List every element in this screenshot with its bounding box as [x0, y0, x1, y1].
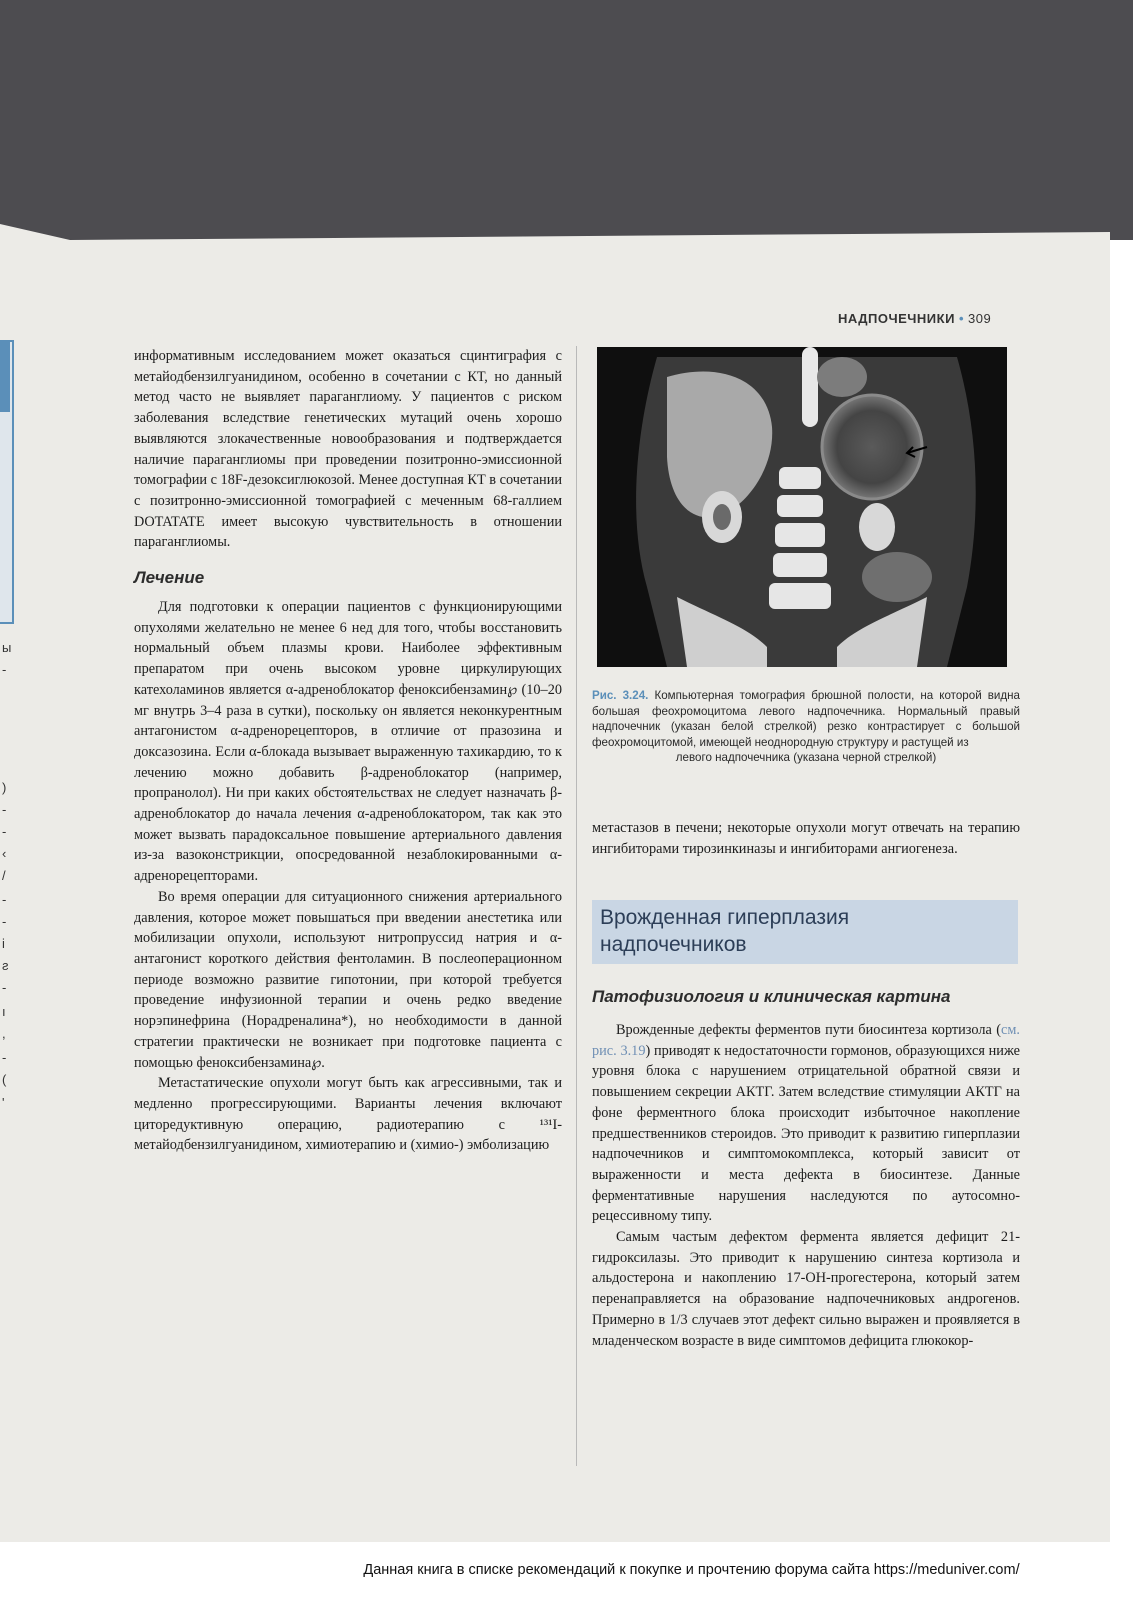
footer-note: Данная книга в списке рекомендаций к покупке и прочтению форума сайта https://meduniver.com/ [363, 1562, 1020, 1578]
paragraph: метастазов в печени; некоторые опухоли могут отвечать на терапию ингибиторами тирозинкиназы и ингибиторами ангиогенеза. [592, 820, 1020, 857]
right-column-top [592, 818, 1020, 859]
margin-mark: - [2, 980, 7, 995]
section-title: Врожденная гиперплазия надпочечников [600, 906, 850, 956]
margin-mark: і [2, 936, 5, 951]
previous-page-blue-block [0, 342, 10, 412]
paragraph: Метастатические опухоли могут быть как агрессивными, так и медленно прогрессирующими. Варианты лечения включают циторедуктивную операцию, радиотерапию с ¹³¹I-метайодбензилгуанидином, химиотерапию и (химио-) эмболизацию [134, 1075, 562, 1154]
margin-mark: / [2, 868, 6, 883]
paragraph-text: ) приводят к недостаточности гормонов, образующихся ниже уровня блока с нарушением отрицательной обратной связи и повышением секреции АКТГ. Затем вследствие стимуляции АКТГ на фоне ферментного блока происходит избыточное накопление предшественников стероидов. Это приводит к развитию гиперплазии надпочечников и симптомокомплекса, который зависит от выраженности и места дефекта в биосинтезе. Данные ферментативные нарушения наследуются по аутосомно-рецессивному типу. [592, 1042, 1020, 1225]
figure-reference-link[interactable]: см. рис. 3.19 [592, 1022, 1020, 1059]
margin-mark: - [2, 1050, 7, 1065]
caption-text: Компьютерная томография брюшной полости, на которой видна большая феохромоцитома левого надпочечника. Нормальный правый надпочечник (указан белой стрелкой) резко контрастирует с большой феохромоцитомой, имеющей неоднородную структуру и растущей из [592, 689, 1020, 749]
running-head [838, 311, 1038, 326]
bullet-separator: • [958, 311, 964, 326]
margin-mark: - [2, 914, 7, 929]
margin-mark: ƨ [2, 958, 9, 973]
running-head-title: НАДПОЧЕЧНИКИ [838, 311, 955, 326]
scanner-background [0, 0, 1133, 240]
left-kidney-shape [859, 503, 895, 551]
margin-mark: ы [2, 640, 12, 655]
figure-caption [592, 688, 1020, 766]
figure-label: Рис. 3.24. [592, 689, 649, 702]
margin-mark: - [2, 892, 7, 907]
margin-mark: - [2, 824, 7, 839]
margin-mark: ı [2, 1004, 6, 1019]
margin-mark: - [2, 662, 7, 677]
margin-mark: ' [2, 1095, 5, 1110]
right-column-bottom [592, 1020, 1020, 1351]
previous-page-edge [0, 340, 14, 624]
pheochromocytoma-shape [822, 395, 922, 499]
margin-mark: , [2, 1026, 6, 1041]
page-number: 309 [968, 311, 992, 326]
paragraph [592, 1020, 1020, 1227]
paragraph: Для подготовки к операции пациентов с функционирующими опухолями желательно не менее 6 нед для того, чтобы восстановить нормальный объем плазмы крови. Наиболее эффективным препаратом при очень высоком уровне циркулирующих катехоламинов является α-адреноблокатор феноксибензамин℘ (10–20 мг внутрь 3–4 раза в сутки), поскольку он является неконкурентным антагонистом α-адренорецепторов, в отличие от празозина и доксазозина. Если α-блокада вызывает выраженную тахикардию, то к лечению можно добавить β-адреноблокатор (например, пропранолол). Ни при каких обстоятельствах не следует назначать β-адреноблокатор до начала лечения α-адреноблокатором, так как это может вызвать парадоксальное повышение артериального давления из-за вазоконстрикции, опосредованной незаблокированными α-адренорецепторами. [134, 599, 562, 885]
section-heading: Лечение [134, 568, 205, 588]
left-column [134, 346, 562, 1156]
margin-mark: ) [2, 780, 7, 795]
paragraph: Самым частым дефектом фермента является дефицит 21-гидроксилазы. Это приводит к нарушению синтеза кортизола и альдостерона и накоплению 17-ОН-прогестерона, который затем перенаправляется на образование надпочечниковых андрогенов. Примерно в 1/3 случаев этот дефект сильно выражен и проявляется в младенческом возрасте в виде симптомов дефицита глюкокор- [592, 1229, 1020, 1349]
caption-text-last-line: левого надпочечника (указана черной стрелкой) [675, 751, 937, 764]
paragraph: Во время операции для ситуационного снижения артериального давления, которое может повышаться при введении анестетика или мобилизации опухоли, используют нитропруссид натрия и α-антагонист короткого действия фентоламин. В послеоперационном периоде возможно развитие гипотонии, при которой требуется проведение инфузионной терапии и очень редко введение норэпинефрина (Норадреналина*), но необходимости в данной стратегии практически не возникает при подготовке пациента с помощью феноксибензамина℘. [134, 888, 562, 1071]
paragraph: информативным исследованием может оказаться сцинтиграфия с метайодбензилгуанидином, особенно в сочетании с КТ, но данный метод часто не выявляет параганглиому. У пациентов с риском заболевания вследствие генетических мутаций очень хорошо выявляются злокачественные новообразования и подтверждается наличие параганглиомы при проведении позитронно-эмиссионной томографии с 18F-дезоксиглюкозой. Менее доступная КТ в сочетании с позитронно-эмиссионной томографией с меченным 68-галлием DOTATATE имеет высокую чувствительность в отношении параганглиомы. [134, 348, 562, 551]
margin-mark: ‹ [2, 846, 7, 861]
margin-mark: - [2, 802, 7, 817]
ct-scan-image [597, 347, 1007, 667]
aorta-shape [802, 347, 818, 427]
subsection-heading: Патофизиология и клиническая картина [592, 987, 951, 1006]
ct-scan-drawing [597, 347, 1007, 667]
paragraph-text: Врожденные дефекты ферментов пути биосинтеза кортизола ( [616, 1022, 1002, 1038]
column-divider [576, 346, 577, 1466]
margin-mark: ( [2, 1072, 7, 1087]
